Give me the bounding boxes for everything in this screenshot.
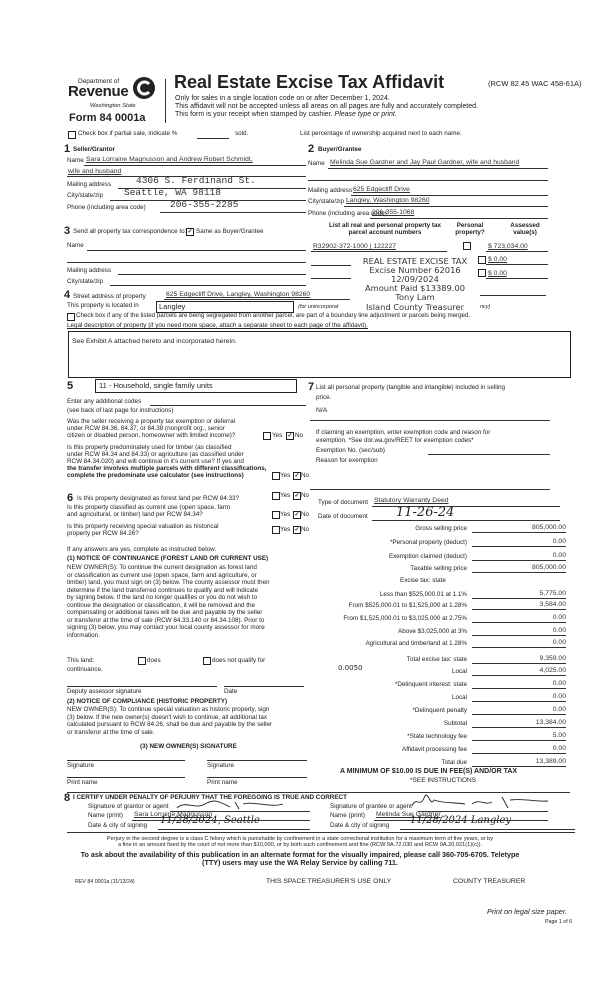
accessibility-note-1: To ask about the availability of this publication in an alternate format for the visually impaired, please call 360-705-6705. Teletype	[80, 850, 520, 859]
signature-label: Signature	[207, 762, 234, 769]
if-any-yes-note: If any answers are yes, complete as instructed below.	[67, 546, 217, 553]
notice-continuance-line: compensating or additional taxes will be due and payable by the seller	[67, 609, 263, 616]
grantee-date-field[interactable]: 11/28/2024 Langley	[410, 815, 512, 826]
seller-name-field-2[interactable]: wife and husband	[68, 168, 122, 175]
personal-property-label-2: price.	[316, 394, 332, 401]
new-owner-print-name-2[interactable]	[207, 777, 307, 778]
legal-description-label: Legal description of property (if you need more space, attach a separate sheet to each page of the affidavit).	[67, 322, 368, 329]
fee-value[interactable]: 0.00	[472, 552, 566, 561]
revision-code: REV 84 0001a (11/13/24)	[75, 879, 135, 885]
see-instructions: *SEE INSTRUCTIONS	[410, 777, 477, 784]
notice-compliance-line: or transferor at the time of sale.	[67, 728, 155, 736]
seller-name-field[interactable]: Sara Lorraine Magnusson and Andrew Robert Schmidt,	[86, 156, 253, 163]
grantor-name-field[interactable]: Sara Lorraine Magnusson	[134, 811, 213, 818]
exemption-q-line-1: Was the seller receiving a property tax exemption or deferral	[67, 418, 236, 425]
fee-label: Total excise tax: state	[406, 656, 467, 663]
legal-description-value: See Exhibit A attached hereto and incorporated herein.	[72, 338, 237, 345]
grantee-date-label: Date & city of signing	[330, 822, 390, 829]
timber-no-checkbox[interactable]	[293, 472, 301, 480]
local-rate: 0.0050	[338, 664, 363, 672]
grantor-name-label: Name (print)	[88, 812, 123, 819]
print-name-label: Print name	[67, 779, 98, 786]
does-label: does	[147, 657, 161, 664]
exemption-no-checkbox[interactable]	[286, 432, 294, 440]
does-not-label: does not qualify for	[212, 657, 266, 664]
corr-name-field[interactable]	[87, 250, 306, 251]
fee-label: Taxable selling price	[410, 565, 467, 572]
new-owner-signature-title: (3) NEW OWNER(S) SIGNATURE	[140, 743, 237, 750]
subtitle-3: This form is your receipt when stamped by cashier. Please type or print.	[175, 111, 397, 118]
assessed-line-1	[486, 251, 548, 252]
personal-property-checkbox-3[interactable]	[478, 269, 486, 277]
forest-no-checkbox[interactable]	[293, 492, 301, 500]
assessed-header-2: value(s)	[513, 229, 537, 236]
corr-city-field[interactable]	[110, 285, 306, 286]
grantor-date-line	[158, 829, 310, 830]
personal-property-checkbox-2[interactable]	[478, 256, 486, 264]
subtitle-1: Only for sales in a single location code on or after December 1, 2024.	[175, 95, 390, 102]
timber-q-line-1: Is this property predominately used for timber (as classified	[67, 444, 232, 451]
notice-continuance-line: or classification as current use (open space, farm and agriculture, or	[67, 571, 257, 579]
yes-label: Yes	[280, 526, 291, 533]
notice-continuance-line: information.	[67, 631, 100, 639]
assessed-value-1[interactable]: $ 723,034.00	[488, 243, 528, 250]
seller-city-label: City/state/zip	[67, 192, 104, 199]
notice-continuance-title: (1) NOTICE OF CONTINUANCE (FOREST LAND OR CURRENT USE)	[67, 555, 269, 562]
fee-label: Local	[451, 668, 467, 675]
buyer-phone-field[interactable]: 206-355-1068	[372, 209, 415, 216]
fee-value[interactable]: 5.00	[472, 732, 566, 741]
seller-phone-label: Phone (including area code)	[67, 204, 146, 211]
deputy-date-field[interactable]	[224, 686, 304, 687]
parcel-number-2[interactable]	[311, 265, 351, 266]
seller-name-line	[84, 165, 306, 166]
street-line	[164, 299, 350, 300]
corr-name-field-2[interactable]	[67, 262, 306, 263]
notice-continuance-line: continue the designation or classification, it will be removed and the	[67, 601, 255, 609]
yes-label: Yes	[272, 432, 283, 439]
forest-yes-checkbox[interactable]	[272, 492, 280, 500]
grantee-name-label: Name (print)	[330, 812, 365, 819]
fee-value[interactable]: 0.00	[472, 706, 566, 715]
assessed-header-1: Assessed	[510, 222, 540, 229]
parcel-line-1	[311, 251, 447, 252]
same-as-buyer-checkbox[interactable]	[186, 228, 194, 236]
section-3-number: 3	[64, 225, 71, 237]
buyer-mailing-line	[351, 195, 548, 196]
section-2-number: 2	[308, 143, 315, 155]
personal-header-1: Personal	[456, 222, 484, 229]
segregated-checkbox[interactable]	[67, 313, 75, 321]
current-use-yes-checkbox[interactable]	[272, 511, 280, 519]
buyer-name-field[interactable]: Melinda Sue Gardner and Jay Paul Gardner, wife and husband	[330, 159, 520, 166]
new-owner-signature-2[interactable]	[207, 760, 307, 761]
land-use-code-value: 11 - Household, single family units	[99, 381, 213, 390]
excise-state-heading: Excise tax: state	[400, 577, 446, 584]
street-address-field[interactable]: 625 Edgecliff Drive, Langley, Washington 98260	[166, 291, 311, 298]
notice-continuance-line: or transferor at the time of sale (RCW 84.33.140 or 84.34.108). Prior to	[67, 616, 265, 624]
corr-mailing-field[interactable]	[118, 274, 306, 275]
doc-date-label: Date of document	[318, 513, 368, 520]
no-label: No	[301, 472, 310, 479]
fee-label: Less than $525,000.01 at 1.1%	[379, 591, 467, 598]
revenue-logo-icon	[132, 76, 156, 100]
located-label: This property is located in	[67, 302, 139, 309]
yes-label: Yes	[280, 511, 291, 518]
perjury-note-1: Perjury in the second degree is a class C felony which is punishable by confinement in a state correctional institution for a maximum term of five years, or by	[106, 836, 494, 842]
exemption-no-field[interactable]	[428, 454, 550, 455]
forest-land-question: Is this property designated as forest land per RCW 84.33?	[77, 495, 240, 502]
fee-value[interactable]: 0.00	[472, 680, 566, 689]
deputy-signature-field[interactable]	[67, 686, 217, 687]
parcel-number-3[interactable]	[311, 278, 351, 279]
reason-field[interactable]	[310, 489, 550, 490]
parcel-header-2: parcel account numbers	[348, 229, 422, 236]
partial-sale-checkbox[interactable]	[68, 131, 76, 139]
partial-sale-suffix: sold.	[235, 130, 249, 137]
assessed-value-3[interactable]: $ 0.00	[488, 270, 507, 277]
fee-label: *Delinquent interest: state	[394, 681, 467, 688]
exemption-no-label: Exemption No. (sec/sub)	[316, 447, 385, 454]
no-label: No	[301, 492, 310, 499]
seller-city-field[interactable]: Seattle, WA 98118	[124, 187, 221, 198]
fee-label: Total due	[441, 759, 467, 766]
personal-header-2: property?	[455, 229, 485, 236]
yes-label: Yes	[280, 492, 291, 499]
section-8-number: 8	[64, 792, 71, 804]
does-not-qualify-checkbox[interactable]	[203, 657, 211, 665]
dept-of: Department of	[78, 78, 120, 85]
historic-yes-checkbox[interactable]	[272, 526, 280, 534]
assessed-line-2	[486, 264, 548, 265]
fee-value[interactable]: 805,000.00	[472, 564, 566, 573]
exemption-q-line-3: citizen or disabled person, homeowner with limited income)?	[67, 432, 236, 439]
timber-q-line-5: complete the predominate use calculator (see instructions)	[67, 472, 244, 479]
buyer-name-label: Name	[308, 160, 325, 167]
parcel-number-1[interactable]: R32902-372-1000 | 122227	[313, 243, 397, 250]
historic-q-line-2: property per RCW 84.26?	[67, 530, 139, 537]
buyer-city-label: City/state/zip	[308, 198, 345, 205]
seller-mailing-field[interactable]: 4306 S. Ferdinand St.	[136, 175, 256, 186]
historic-no-checkbox[interactable]	[293, 526, 301, 534]
exemption-instructions-1: If claiming an exemption, enter exemption code and reason for	[316, 429, 491, 436]
new-owner-print-name-1[interactable]	[67, 777, 185, 778]
blank-line	[480, 295, 546, 296]
accessibility-note-2: (TTY) users may use the WA Relay Service by calling 711.	[202, 858, 398, 867]
personal-property-checkbox-1[interactable]	[463, 242, 471, 250]
notice-compliance-line: (3) below. If the new owner(s) doesn't wish to continue, all additional tax	[67, 713, 268, 721]
print-name-label: Print name	[207, 779, 238, 786]
segregated-label: Check box if any of the listed parcels are being segregated from another parcel, are part of a boundary line adjustment or parcels being merged.	[76, 312, 471, 319]
fee-label: Subtotal	[443, 720, 467, 727]
grantor-date-label: Date & city of signing	[88, 822, 148, 829]
fee-label: Gross selling price	[415, 525, 467, 532]
partial-sale-label: Check box if partial sale, indicate %	[78, 130, 178, 137]
fee-label: Agricultural and timberland at 1.28%	[365, 640, 467, 647]
no-label: No	[301, 526, 310, 533]
exemption-q-line-2: under RCW 84.36, 84.37, or 84.38 (nonprofit org., senior	[67, 425, 225, 432]
fee-label: *Delinquent penalty	[412, 707, 467, 714]
fee-value[interactable]: 9,359.00	[472, 655, 566, 664]
doc-date-line	[372, 520, 560, 521]
section-4-number: 4	[64, 289, 71, 301]
assessed-value-2[interactable]: $ 0.00	[488, 256, 507, 263]
fee-value[interactable]: 0.00	[472, 627, 566, 636]
fee-value[interactable]: 13,389.00	[472, 758, 566, 767]
section-7-number: 7	[308, 381, 315, 393]
seller-mailing-label: Mailing address	[67, 181, 112, 188]
notice-continuance-line: NEW OWNER(S): To continue the current designation as forest land	[67, 564, 257, 571]
yes-label: Yes	[280, 472, 291, 479]
fee-label: From $1,525,000.01 to $3,025,000 at 2.75%	[343, 615, 467, 622]
partial-percent-field[interactable]	[197, 138, 229, 139]
located-value: Langley	[159, 302, 186, 311]
seller-phone-line	[160, 212, 306, 213]
current-use-q-line-1: Is this property classified as current use (open space, farm	[67, 504, 231, 511]
assessed-line-3	[486, 278, 548, 279]
fee-value[interactable]: 0.00	[472, 538, 566, 547]
seller-phone-field[interactable]: 206-355-2285	[170, 199, 239, 210]
fee-value[interactable]: 3,584.00	[472, 601, 566, 610]
timber-yes-checkbox[interactable]	[272, 472, 280, 480]
fee-label: Local	[451, 694, 467, 701]
fee-value[interactable]: 0.00	[472, 693, 566, 702]
additional-codes-label: Enter any additional codes	[67, 398, 142, 405]
grantor-date-field[interactable]: 11/28/2024, Seattle	[160, 815, 260, 826]
perjury-note-2: a fine in an amount fixed by the court of not more than $10,000, or by both such confinement and fine (RCW 9A.72.030 and RCW 9A.20.021(1)(c)).	[117, 842, 483, 848]
stamp-line-5: Tony Lam	[395, 292, 435, 302]
legal-paper-note: Print on legal size paper.	[487, 907, 568, 916]
exemption-instructions-2: exemption. *See dor.wa.gov/REET for exemption codes*	[316, 437, 474, 444]
buyer-city-line	[344, 206, 548, 207]
stamp-line-1: REAL ESTATE EXCISE TAX	[362, 256, 468, 266]
street-label: Street address of property	[73, 293, 146, 300]
fee-label: From $525,000.01 to $1,525,000 at 1.28%	[348, 602, 467, 609]
fee-label: Affidavit processing fee	[402, 746, 467, 753]
page-number: Page 1 of 6	[545, 919, 573, 925]
fee-value[interactable]: 0.00	[472, 639, 566, 648]
timber-q-line-3: RCW 84.34.020) and will continue in it's current use? If yes and	[67, 458, 244, 465]
personal-property-value[interactable]: N/A	[316, 407, 328, 414]
fee-value[interactable]: 0.00	[472, 614, 566, 623]
unincorporated-note-end: ncy)	[480, 304, 491, 310]
notice-continuance-line: signing (3) below, you may contact your local county assessor for more	[67, 624, 265, 631]
buyer-mailing-field[interactable]: 625 Edgecliff Drive	[353, 186, 410, 193]
exemption-yes-checkbox[interactable]	[263, 432, 271, 440]
corr-city-label: City/state/zip	[67, 278, 104, 285]
section-6-number: 6	[67, 492, 74, 504]
grantee-name-field[interactable]: Melinda Sue Gardner	[376, 811, 441, 818]
personal-property-label-1: List all personal property (tangible and intangible) included in selling	[316, 384, 506, 391]
buyer-city-field[interactable]: Langley, Washington 98260	[346, 197, 430, 204]
revenue-logo-text: Revenue	[68, 83, 129, 100]
continuance-label: continuance.	[67, 666, 103, 673]
unincorporated-note: (for unincorporat	[298, 304, 339, 310]
signature-label: Signature	[67, 762, 94, 769]
legal-description-field[interactable]	[68, 331, 571, 378]
doc-date-field[interactable]: 11-26-24	[396, 505, 455, 520]
additional-codes-field[interactable]	[150, 405, 306, 406]
current-use-q-line-2: and agricultural, or timber) land per RCW 84.34?	[67, 511, 203, 518]
no-label: No	[301, 511, 310, 518]
buyer-name-line	[328, 168, 548, 169]
grantor-signature[interactable]	[175, 798, 285, 812]
no-label: No	[295, 432, 304, 439]
buyer-name-line-2	[308, 180, 548, 181]
form-number: Form 84 0001a	[69, 112, 146, 124]
timber-q-line-2: under RCW 84.34 and 84.33) or agriculture (as classified under	[67, 451, 244, 458]
new-owner-signature-1[interactable]	[67, 760, 185, 761]
notice-continuance-line: by signing below. If the land no longer qualifies or you do not wish to	[67, 594, 258, 601]
buyer-phone-line	[370, 218, 548, 219]
land-use-code-field[interactable]	[95, 379, 297, 393]
treasurer-use-label: THIS SPACE TREASURER'S USE ONLY	[266, 878, 392, 885]
doc-type-field[interactable]: Statutory Warranty Deed	[374, 497, 449, 504]
county-treasurer-label: COUNTY TREASURER	[453, 878, 526, 885]
buyer-mailing-label: Mailing address	[308, 187, 353, 194]
certify-title: I CERTIFY UNDER PENALTY OF PERJURY THAT THE FOREGOING IS TRUE AND CORRECT	[73, 794, 347, 801]
section-8-bottom-line	[67, 832, 575, 833]
stamp-line-3: 12/09/2024	[391, 274, 439, 284]
corr-mailing-label: Mailing address	[67, 267, 112, 274]
does-qualify-checkbox[interactable]	[138, 657, 146, 665]
form-rcw: (RCW 82.45 WAC 458-61A)	[488, 79, 582, 88]
fee-value[interactable]: 5,775.00	[472, 590, 566, 599]
notice-continuance-line: timber) land, you must sign on (3) below. The county assessor must then	[67, 579, 270, 586]
deputy-date-label: Date	[224, 688, 238, 695]
fee-value[interactable]: 4,025.00	[472, 667, 566, 676]
grantee-date-line	[400, 829, 575, 830]
buyer-phone-label: Phone (including area code)	[308, 210, 387, 217]
fee-label: Exemption claimed (deduct)	[388, 553, 467, 560]
section-1-number: 1	[64, 143, 71, 155]
stamp-line-6: Island County Treasurer	[365, 302, 465, 312]
see-back-note: (see back of last page for instructions)	[67, 407, 174, 414]
stamp-line-2: Excise Number 62016	[369, 265, 461, 275]
fee-value[interactable]: 0.00	[472, 745, 566, 754]
timber-q-line-4: the transfer involves multiple parcels with different classifications,	[67, 465, 267, 472]
grantee-signature[interactable]	[410, 794, 550, 812]
fee-label: *State technology fee	[407, 733, 467, 740]
notice-compliance-title: (2) NOTICE OF COMPLIANCE (HISTORIC PROPERTY)	[67, 698, 228, 705]
reason-label: Reason for exemption	[316, 457, 378, 464]
subtitle-2: This affidavit will not be accepted unless all areas on all pages are fully and accurately completed.	[175, 103, 478, 110]
ownership-note: List percentage of ownership acquired next to each name.	[300, 130, 462, 137]
buyer-title: Buyer/Grantee	[318, 146, 362, 153]
stamp-line-4: Amount Paid $13389.00	[364, 283, 466, 293]
seller-title: Seller/Grantor	[73, 146, 115, 153]
notice-compliance-line: calculated pursuant to RCW 84.26, shall be due and payable by the seller	[67, 721, 273, 728]
header-divider	[165, 79, 166, 123]
doc-type-label: Type of document	[318, 499, 369, 506]
fee-label: *Personal property (deduct)	[389, 539, 467, 546]
seller-name-label: Name	[67, 157, 84, 164]
corr-name-label: Name	[67, 242, 84, 249]
notice-continuance-line: determine if the land transferred continues to qualify and will indicate	[67, 586, 259, 594]
same-as-buyer-label: Same as Buyer/Grantee	[196, 228, 264, 235]
section-8-divider	[67, 792, 570, 793]
notice-compliance-line: NEW OWNER(S): To continue special valuation as historic property, sign	[67, 706, 270, 713]
washington-state: Washington State	[90, 103, 136, 109]
this-land-label: This land:	[67, 657, 95, 664]
current-use-no-checkbox[interactable]	[293, 511, 301, 519]
fee-value[interactable]: 805,000.00	[472, 524, 566, 533]
grantor-signature-label: Signature of grantor or agent	[88, 803, 169, 810]
personal-property-line	[310, 420, 550, 421]
minimum-due-note: A MINIMUM OF $10.00 IS DUE IN FEE(S) AND/OR TAX	[340, 768, 518, 775]
historic-q-line-1: Is this property receiving special valuation as historical	[67, 523, 219, 530]
deputy-signature-label: Deputy assessor signature	[67, 688, 142, 695]
grantee-signature-label: Signature of grantee or agent	[330, 803, 412, 810]
section-5-number: 5	[67, 380, 74, 392]
form-title: Real Estate Excise Tax Affidavit	[174, 72, 445, 92]
fee-label: Above $3,025,000 at 3%	[398, 628, 467, 635]
fee-value[interactable]: 13,384.00	[472, 719, 566, 728]
correspondence-label: Send all property tax correspondence to:	[73, 228, 187, 235]
parcel-header-1: List all real and personal property tax	[329, 222, 441, 229]
